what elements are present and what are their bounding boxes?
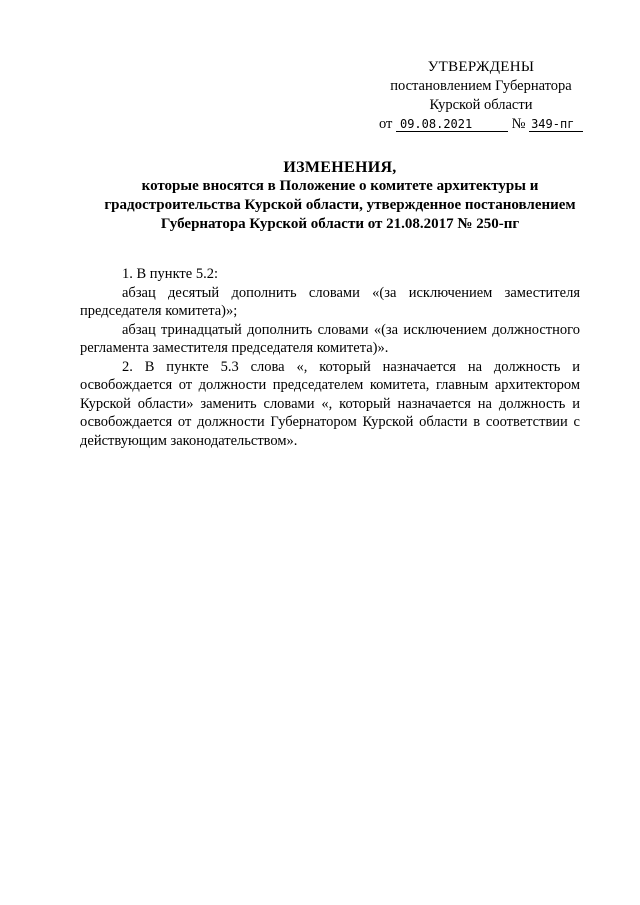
title-line-2: градостроительства Курской области, утвержденное постановлением [104, 197, 576, 213]
document-title [80, 158, 600, 234]
paragraph-item-2: 2. В пункте 5.3 слова «, который назначается на должность и освобождается от должности председателем комитета, главным архитектором Курской области» заменить словами «, который назначается на должность и освобождается от должности Губернатором Курской области в соответствии с действующим законодательством». [80, 358, 580, 449]
approval-date: 09.08.2021 [396, 117, 508, 132]
approval-number: 349-пг [529, 117, 583, 132]
date-prefix: от [378, 116, 393, 132]
title-heading: ИЗМЕНЕНИЯ, [283, 159, 397, 176]
approval-date-number-line [372, 115, 590, 134]
approval-line-1: постановлением Губернатора [390, 78, 572, 94]
title-line-3: Губернатора Курской области от 21.08.2017 № 250-пг [160, 216, 520, 232]
document-body [80, 265, 580, 450]
paragraph-item-1-sub-1: абзац десятый дополнить словами «(за исключением заместителя председателя комитета)»; [80, 284, 580, 319]
approval-stamp [372, 58, 590, 134]
approval-line-2: Курской области [429, 97, 533, 113]
paragraph-item-1: 1. В пункте 5.2: [122, 266, 218, 282]
paragraph-item-1-sub-2: абзац тринадцатый дополнить словами «(за исключением должностного регламента заместителя председателя комитета)». [80, 321, 580, 356]
title-line-1: которые вносятся в Положение о комитете архитектуры и [141, 178, 539, 194]
number-prefix: № [511, 116, 526, 132]
approval-heading: УТВЕРЖДЕНЫ [427, 59, 535, 75]
